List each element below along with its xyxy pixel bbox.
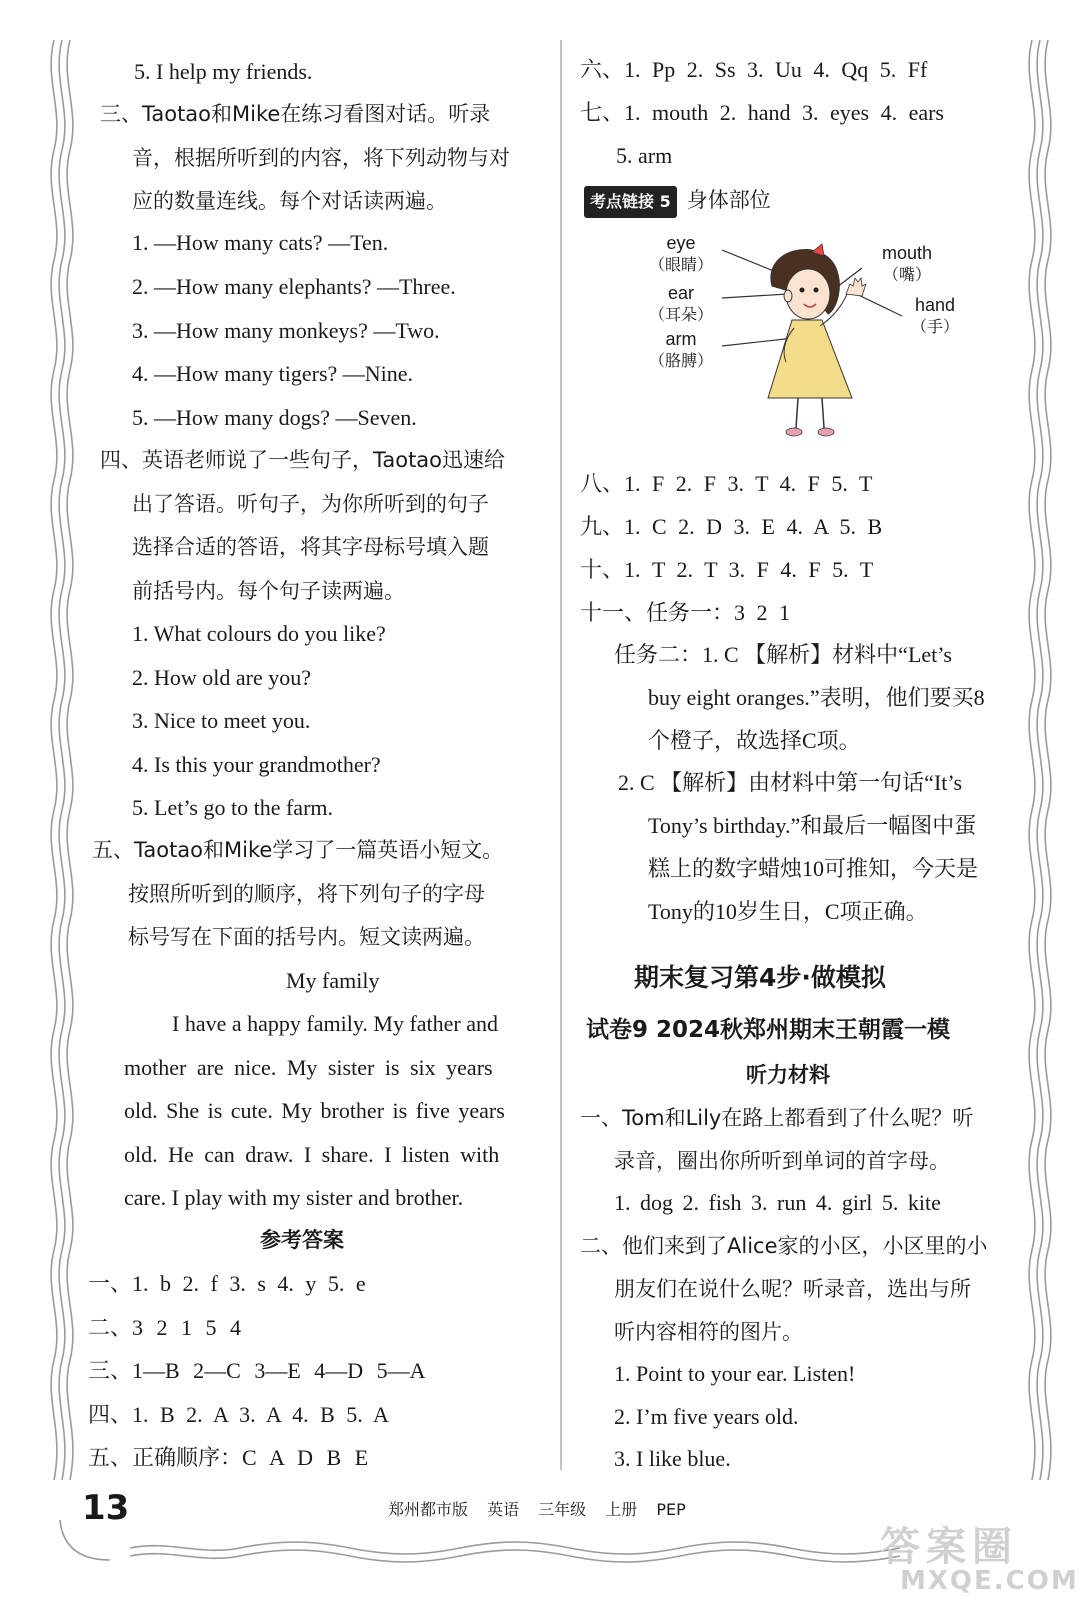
list-item: 1. —How many cats? —Ten.: [132, 230, 389, 255]
explanation-line: 2. C 【解析】由材料中第一句话“It’s: [618, 770, 963, 795]
explanation-line: Tony的10岁生日，C项正确。: [648, 899, 928, 924]
text-line: 标号写在下面的括号内。短文读两遍。: [128, 925, 485, 949]
list-item: 3. Nice to meet you.: [132, 708, 311, 733]
list-item: 2. I’m five years old.: [614, 1404, 799, 1429]
section-5-title: 五、Taotao和Mike学习了一篇英语小短文。: [92, 838, 504, 862]
answer-line: 5. arm: [616, 143, 673, 168]
text-line: 前括号内。每个句子读两遍。: [132, 579, 405, 603]
answer-line: 六、1. Pp 2. Ss 3. Uu 4. Qq 5. Ff: [580, 57, 928, 82]
topic-title: 身体部位: [686, 188, 771, 212]
paper-heading: 试卷9 2024秋郑州期末王朝霞一模: [586, 1017, 951, 1043]
label-mouth-cn: （嘴）: [882, 265, 931, 284]
label-arm-en: arm: [665, 329, 697, 349]
label-mouth-en: mouth: [881, 243, 933, 263]
watermark: [880, 1515, 1079, 1596]
story-line: I have a happy family. My father and: [172, 1011, 499, 1036]
story-line: old. He can draw. I share. I listen with: [124, 1142, 500, 1167]
list-item: 3. I like blue.: [614, 1446, 731, 1471]
text-line: 音，根据所听到的内容，将下列动物与对: [132, 146, 510, 170]
label-hand-cn: （手）: [910, 317, 959, 336]
answers-heading: 参考答案: [260, 1228, 344, 1252]
answer-line: 四、1. B 2. A 3. A 4. B 5. A: [88, 1402, 389, 1427]
label-ear-en: ear: [667, 283, 694, 303]
footer-text: 郑州都市版 英语 三年级 上册 PEP: [388, 1500, 686, 1519]
story-title: My family: [286, 968, 380, 993]
section-3-title: 三、Taotao和Mike在练习看图对话。听录: [100, 102, 491, 126]
answer-line: 九、1. C 2. D 3. E 4. A 5. B: [580, 514, 883, 539]
topic-header: [584, 186, 771, 218]
story-line: care. I play with my sister and brother.: [124, 1185, 464, 1210]
page-number: 13: [82, 1488, 130, 1528]
label-arm-cn: （胳膊）: [648, 351, 713, 370]
step-heading: 期末复习第4步·做模拟: [634, 963, 886, 992]
section-1-title: 一、Tom和Lily在路上都看到了什么呢？听: [580, 1106, 974, 1130]
text-line: 听内容相符的图片。: [614, 1320, 803, 1344]
answer-line: 十、1. T 2. T 3. F 4. F 5. T: [580, 557, 874, 582]
watermark-line1: 答案圈: [880, 1524, 1018, 1570]
story-line: old. She is cute. My brother is five years: [124, 1098, 505, 1123]
answer-line: 二、3 2 1 5 4: [88, 1315, 242, 1340]
list-item: 2. —How many elephants? —Three.: [132, 274, 456, 299]
story-line: mother are nice. My sister is six years: [124, 1055, 493, 1080]
list-item: 1. Point to your ear. Listen!: [614, 1361, 856, 1386]
text-line: 5. I help my friends.: [134, 59, 313, 84]
section-4-title: 四、英语老师说了一些句子，Taotao迅速给: [100, 448, 506, 472]
explanation-line: 个橙子，故选择C项。: [648, 728, 861, 753]
label-hand-en: hand: [914, 295, 956, 315]
explanation-line: Tony’s birthday.”和最后一幅图中蛋: [648, 813, 977, 838]
text-line: 朋友们在说什么呢？听录音，选出与所: [614, 1277, 971, 1301]
list-item: 4. Is this your grandmother?: [132, 752, 381, 777]
topic-badge: 考点链接 5: [584, 186, 677, 218]
text-line: 应的数量连线。每个对话读两遍。: [132, 189, 447, 213]
answer-line: 八、1. F 2. F 3. T 4. F 5. T: [580, 471, 873, 496]
label-eye-en: eye: [666, 233, 696, 253]
answer-line: 五、正确顺序：C A D B E: [88, 1445, 369, 1470]
text-line: 按照所听到的顺序，将下列句子的字母: [128, 882, 485, 906]
listening-heading: 听力材料: [746, 1063, 830, 1087]
text-line: 选择合适的答语，将其字母标号填入题: [132, 535, 489, 559]
text-line: 出了答语。听句子，为你所听到的句子: [132, 492, 489, 516]
answer-line: 一、1. b 2. f 3. s 4. y 5. e: [88, 1271, 366, 1296]
list-item: 5. —How many dogs? —Seven.: [132, 405, 417, 430]
text-line: 录音，圈出你所听到单词的首字母。: [614, 1149, 950, 1173]
answer-line: 七、1. mouth 2. hand 3. eyes 4. ears: [580, 100, 944, 125]
list-item: 2. How old are you?: [132, 665, 312, 690]
girl-illustration: [622, 228, 1042, 458]
list-item: 1. What colours do you like?: [132, 621, 386, 646]
answer-line: 三、1—B 2—C 3—E 4—D 5—A: [88, 1358, 426, 1383]
label-ear-cn: （耳朵）: [648, 305, 713, 324]
list-item: 4. —How many tigers? —Nine.: [132, 361, 414, 386]
label-eye-cn: （眼睛）: [648, 255, 713, 274]
watermark-line2: MXQE.COM: [900, 1566, 1079, 1596]
list-item: 1. dog 2. fish 3. run 4. girl 5. kite: [614, 1190, 941, 1215]
explanation-line: buy eight oranges.”表明，他们要买8: [648, 685, 985, 710]
section-2-title: 二、他们来到了Alice家的小区，小区里的小: [580, 1234, 988, 1258]
list-item: 3. —How many monkeys? —Two.: [132, 318, 440, 343]
body-parts-figure: [622, 228, 1042, 458]
explanation-line: 糕上的数字蜡烛10可推知，今天是: [648, 856, 979, 881]
list-item: 5. Let’s go to the farm.: [132, 795, 334, 820]
explanation-line: 任务二：1. C 【解析】材料中“Let’s: [614, 642, 952, 667]
answer-line: 十一、任务一：3 2 1: [580, 600, 791, 625]
